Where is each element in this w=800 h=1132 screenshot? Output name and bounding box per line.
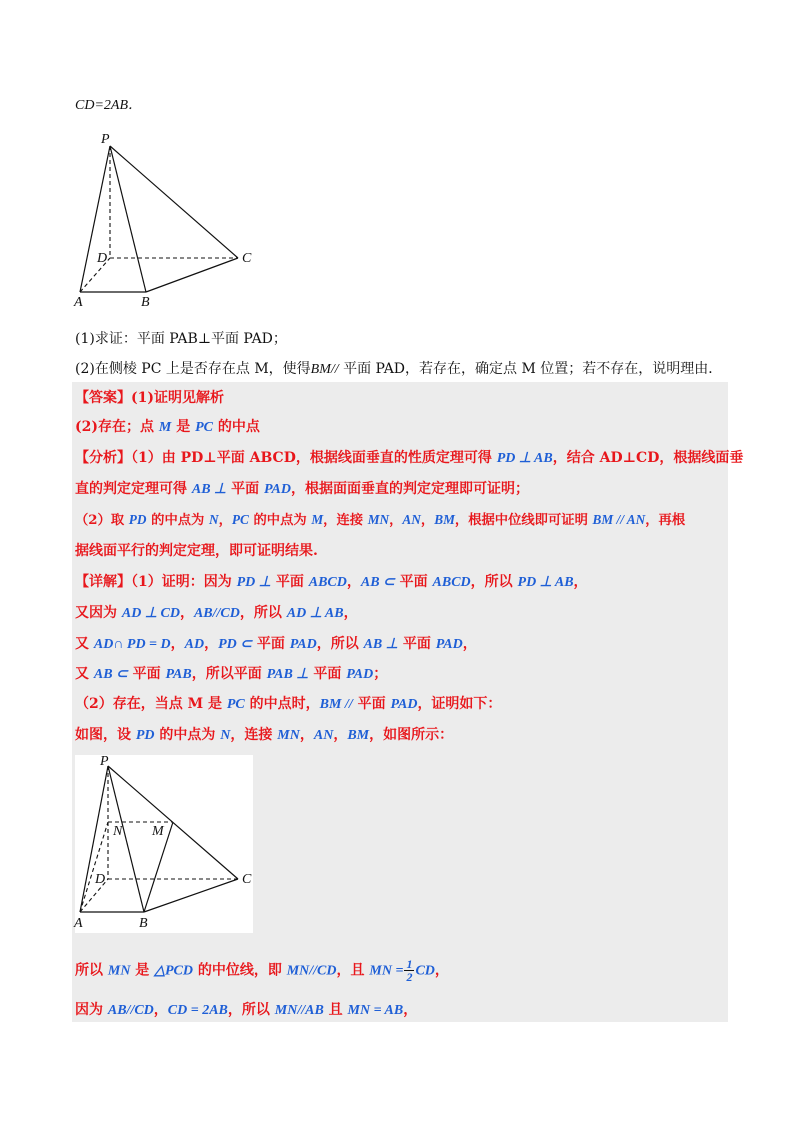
edge-pc — [110, 146, 238, 258]
label-c: C — [242, 251, 252, 266]
detail-line-5 — [75, 694, 501, 715]
analysis-2-m2: PAD — [264, 482, 291, 497]
detail-8e: ， — [403, 1002, 418, 1018]
analysis-3a: （2）取 — [75, 513, 129, 528]
detail-5-m3: PAD — [390, 697, 418, 712]
detail-1-m1: PD ⊥ — [236, 575, 271, 590]
analysis-3-m3: PC — [231, 512, 249, 527]
analysis-2-m1: AB ⊥ — [191, 482, 227, 497]
answer-2c: 的中点 — [212, 419, 260, 435]
detail-6-m1: PD — [135, 728, 155, 743]
label-b: B — [141, 295, 150, 310]
question-2-math: BM// — [310, 362, 339, 377]
analysis-1b: ，结合 AD⊥CD，根据线面垂 — [552, 450, 744, 466]
detail-4d: 平面 — [308, 666, 347, 682]
detail-7-m2: △PCD — [154, 963, 193, 979]
pyramid-figure-2 — [72, 752, 262, 932]
analysis-3g: ， — [420, 513, 435, 528]
edge-bc — [146, 258, 238, 292]
answer-line-1 — [75, 388, 224, 408]
detail-3-m6: PAD — [435, 637, 463, 652]
analysis-3b: 的中点为 — [146, 513, 209, 528]
label-m: M — [152, 824, 164, 839]
label-a: A — [74, 295, 83, 310]
detail-3g: ， — [462, 636, 477, 652]
analysis-line-3 — [75, 510, 685, 531]
label-n: N — [113, 824, 123, 839]
detail-6-m4: AN — [313, 728, 334, 743]
detail-7-m4: MN = — [369, 963, 404, 979]
detail-8a: 因为 — [75, 1002, 108, 1018]
analysis-2c: ，根据面面垂直的判定定理即可证明； — [290, 481, 529, 497]
detail-4-m2: PAB — [165, 667, 192, 682]
answer-text-1: (1)证明见解析 — [131, 390, 224, 406]
detail-1e: ，所以 — [470, 574, 518, 590]
label-p: P — [101, 132, 110, 147]
detail-3-m4: PAD — [289, 637, 317, 652]
detail-7a: 所以 — [75, 962, 108, 979]
label-d: D — [95, 872, 106, 887]
detail-3-m1: AD∩ PD = D — [93, 637, 171, 652]
analysis-1-m1: PD ⊥ AB — [496, 451, 553, 466]
cd-text: CD=2AB． — [75, 98, 142, 113]
analysis-3-m1: PD — [128, 512, 147, 527]
detail-7-m3: MN//CD — [286, 963, 337, 979]
detail-tag: 【详解】 — [75, 574, 131, 590]
detail-2d: ， — [343, 605, 358, 621]
detail-1-m4: ABCD — [432, 575, 471, 590]
detail-3-m5: AB ⊥ — [363, 637, 398, 652]
fraction-denominator: 2 — [406, 970, 413, 984]
detail-6-m3: MN — [277, 728, 300, 743]
detail-5b: 的中点时， — [244, 696, 320, 712]
analysis-3i: ，再根 — [645, 513, 686, 528]
detail-4-m3: PAB ⊥ — [266, 667, 309, 682]
answer-2-pc: PC — [195, 420, 213, 435]
detail-4b: 平面 — [127, 666, 166, 682]
detail-7-m1: MN — [107, 963, 131, 979]
detail-7b: 是 — [130, 962, 155, 979]
analysis-3e: ，连接 — [323, 513, 368, 528]
label-p: P — [100, 754, 109, 769]
label-b: B — [139, 916, 148, 931]
detail-3f: 平面 — [397, 636, 436, 652]
analysis-tag: 【分析】 — [75, 450, 131, 466]
analysis-3-m4: M — [311, 512, 324, 527]
detail-3-m3: PD ⊂ — [218, 637, 252, 652]
analysis-line-2 — [75, 479, 529, 500]
detail-3b: ， — [170, 636, 185, 652]
analysis-3d: 的中点为 — [248, 513, 312, 528]
answer-tag: 【答案】 — [75, 390, 131, 406]
label-c: C — [242, 872, 252, 887]
detail-3d: 平面 — [252, 636, 290, 652]
detail-8b: ， — [153, 1002, 168, 1018]
detail-4a: 又 — [75, 666, 94, 682]
analysis-3-m6: AN — [402, 512, 421, 527]
answer-2b: 是 — [171, 419, 196, 435]
detail-8c: ，所以 — [227, 1002, 275, 1018]
question-1 — [75, 329, 287, 349]
edge-pa — [80, 146, 110, 292]
detail-3-m2: AD — [184, 637, 205, 652]
detail-6e: ， — [333, 727, 348, 743]
detail-6-m5: BM — [347, 728, 370, 743]
analysis-3h: ，根据中位线即可证明 — [454, 513, 593, 528]
cd-line — [75, 95, 142, 116]
detail-line-4 — [75, 664, 387, 685]
detail-8-m3: MN//AB — [274, 1003, 324, 1018]
analysis-line-1 — [75, 448, 743, 469]
detail-7-m5: CD — [415, 963, 435, 979]
detail-line-3 — [75, 634, 477, 655]
edge-pb — [108, 766, 144, 912]
analysis-3-m7: BM — [434, 512, 455, 527]
analysis-2b: 平面 — [226, 481, 264, 497]
edge-bc — [144, 879, 238, 912]
analysis-line-4 — [75, 541, 318, 561]
detail-5a: （2）存在，当点 M 是 — [75, 696, 227, 712]
answer-2-m: M — [158, 420, 172, 435]
detail-1f: ， — [573, 574, 588, 590]
question-2-text-a: (2)在侧棱 PC 上是否存在点 M，使得 — [75, 361, 311, 377]
analysis-3-m8: BM // AN — [592, 512, 646, 527]
detail-1d: 平面 — [394, 574, 433, 590]
label-a: A — [74, 916, 83, 931]
detail-line-6 — [75, 725, 453, 746]
detail-2b: ， — [179, 605, 194, 621]
question-1-text: (1)求证：平面 PAB⊥平面 PAD； — [75, 331, 287, 347]
edge-pb — [110, 146, 146, 292]
detail-3e: ，所以 — [316, 636, 364, 652]
detail-5d: ，证明如下： — [417, 696, 502, 712]
detail-5-m1: PC — [226, 697, 245, 712]
answer-line-2 — [75, 417, 260, 438]
edge-an — [80, 822, 108, 912]
detail-7e: ， — [434, 962, 449, 979]
detail-4-m4: PAD — [346, 667, 374, 682]
detail-5-m2: BM // — [319, 697, 353, 712]
detail-6-m2: N — [220, 728, 231, 743]
detail-2-m3: AD ⊥ AB — [286, 606, 344, 621]
question-2-text-b: 平面 PAD，若存在，确定点 M 位置；若不存在，说明理由． — [338, 361, 723, 377]
analysis-3-m5: MN — [367, 512, 390, 527]
detail-1a: （1）证明：因为 — [131, 574, 237, 590]
detail-2a: 又因为 — [75, 605, 122, 621]
detail-1-m2: ABCD — [308, 575, 347, 590]
detail-8-m1: AB//CD — [107, 1003, 154, 1018]
detail-6b: 的中点为 — [154, 727, 221, 743]
detail-2-m2: AB//CD — [193, 606, 240, 621]
detail-7d: ，且 — [336, 962, 370, 979]
analysis-4: 据线面平行的判定定理，即可证明结果. — [75, 543, 318, 559]
detail-6f: ，如图所示： — [369, 727, 454, 743]
detail-4-m1: AB ⊂ — [93, 667, 128, 682]
detail-1-m3: AB ⊂ — [360, 575, 395, 590]
pyramid-figure-1 — [70, 130, 270, 310]
question-2 — [75, 359, 722, 380]
analysis-3c: ， — [218, 513, 232, 528]
detail-5c: 平面 — [352, 696, 391, 712]
fraction-numerator: 1 — [406, 957, 413, 971]
detail-2-m1: AD ⊥ CD — [121, 606, 180, 621]
detail-1c: ， — [346, 574, 361, 590]
detail-1-m5: PD ⊥ AB — [517, 575, 574, 590]
detail-3c: ， — [204, 636, 219, 652]
detail-7c: 的中位线，即 — [192, 962, 287, 979]
detail-6d: ， — [299, 727, 314, 743]
detail-line-8 — [75, 1000, 417, 1021]
detail-2c: ，所以 — [239, 605, 287, 621]
label-d: D — [97, 251, 108, 266]
answer-2a: (2)存在；点 — [75, 419, 159, 435]
analysis-1a: （1）由 PD⊥平面 ABCD，根据线面垂直的性质定理可得 — [131, 450, 497, 466]
detail-line-1 — [75, 572, 588, 593]
detail-8-m2: CD = 2AB — [167, 1003, 228, 1018]
analysis-2a: 直的判定定理可得 — [75, 481, 192, 497]
analysis-3-m2: N — [208, 512, 219, 527]
detail-8d: 且 — [323, 1002, 348, 1018]
detail-line-2 — [75, 603, 358, 624]
detail-6a: 如图，设 — [75, 727, 136, 743]
edge-pa — [80, 766, 108, 912]
detail-line-7 — [75, 958, 449, 983]
detail-4e: ； — [373, 666, 388, 682]
detail-3a: 又 — [75, 636, 94, 652]
detail-8-m4: MN = AB — [347, 1003, 404, 1018]
fraction-one-half — [404, 958, 414, 983]
detail-1b: 平面 — [270, 574, 309, 590]
analysis-3f: ， — [389, 513, 403, 528]
detail-4c: ，所以平面 — [191, 666, 267, 682]
detail-6c: ，连接 — [230, 727, 278, 743]
